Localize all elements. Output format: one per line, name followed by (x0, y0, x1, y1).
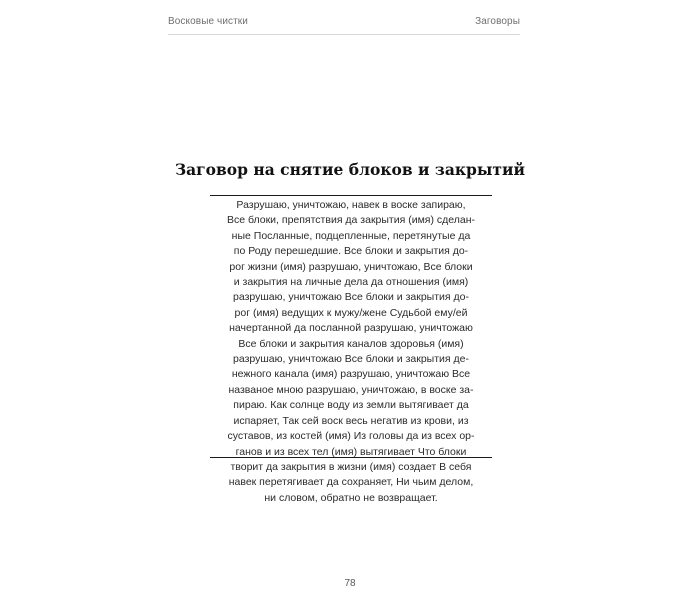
header-section-title: Восковые чистки (168, 16, 248, 27)
spell-title: Заговор на снятие блоков и закрытий (174, 160, 526, 179)
text-line: названое мною разрушаю, уничтожаю, в воске за- (228, 383, 474, 396)
top-divider (210, 195, 492, 196)
text-line: навек перетягивает да сохраняет, Ни чьим делом, (228, 476, 474, 489)
text-line: испаряет, Так сей воск весь негатив из крови, из (233, 414, 469, 427)
spell-text (210, 198, 492, 506)
text-line: ганов и из всех тел (имя) вытягивает Что блоки (235, 445, 467, 458)
text-line: рог жизни (имя) разрушаю, уничтожаю, Все блоки (229, 260, 473, 273)
text-line: Все блоки, препятствия да закрытия (имя) сделан- (226, 214, 476, 227)
text-line: суставов, из костей (имя) Из головы да из всех ор- (227, 430, 475, 443)
page-number: 78 (344, 578, 356, 589)
text-line: ные Посланные, подцепленные, перетянутые да (231, 229, 471, 242)
text-line: по Роду перешедшие. Все блоки и закрытия до- (233, 245, 469, 258)
running-header (168, 14, 520, 35)
text-line: Все блоки и закрытия каналов здоровья (имя) (238, 337, 464, 350)
text-line: разрушаю, уничтожаю Все блоки и закрытия до- (233, 291, 469, 304)
text-line: начертанной да посланной разрушаю, уничтожаю (229, 322, 473, 335)
bottom-divider (210, 457, 492, 458)
text-line: творит да закрытия в жизни (имя) создает В себя (230, 460, 472, 473)
text-line: нежного канала (имя) разрушаю, уничтожаю Все (231, 368, 471, 381)
header-chapter-title: Заговоры (475, 16, 520, 27)
text-line: пираю. Как солнце воду из земли вытягивает да (233, 399, 469, 412)
text-line: разрушаю, уничтожаю Все блоки и закрытия де- (233, 353, 469, 366)
text-line: Разрушаю, уничтожаю, навек в воске запираю, (236, 199, 466, 211)
text-line: ни словом, обратно не возвращает. (264, 491, 438, 504)
text-line: рог (имя) ведущих к мужу/жене Судьбой ему/ей (234, 306, 468, 319)
text-line: и закрытия на личные дела да отношения (имя) (233, 276, 469, 289)
